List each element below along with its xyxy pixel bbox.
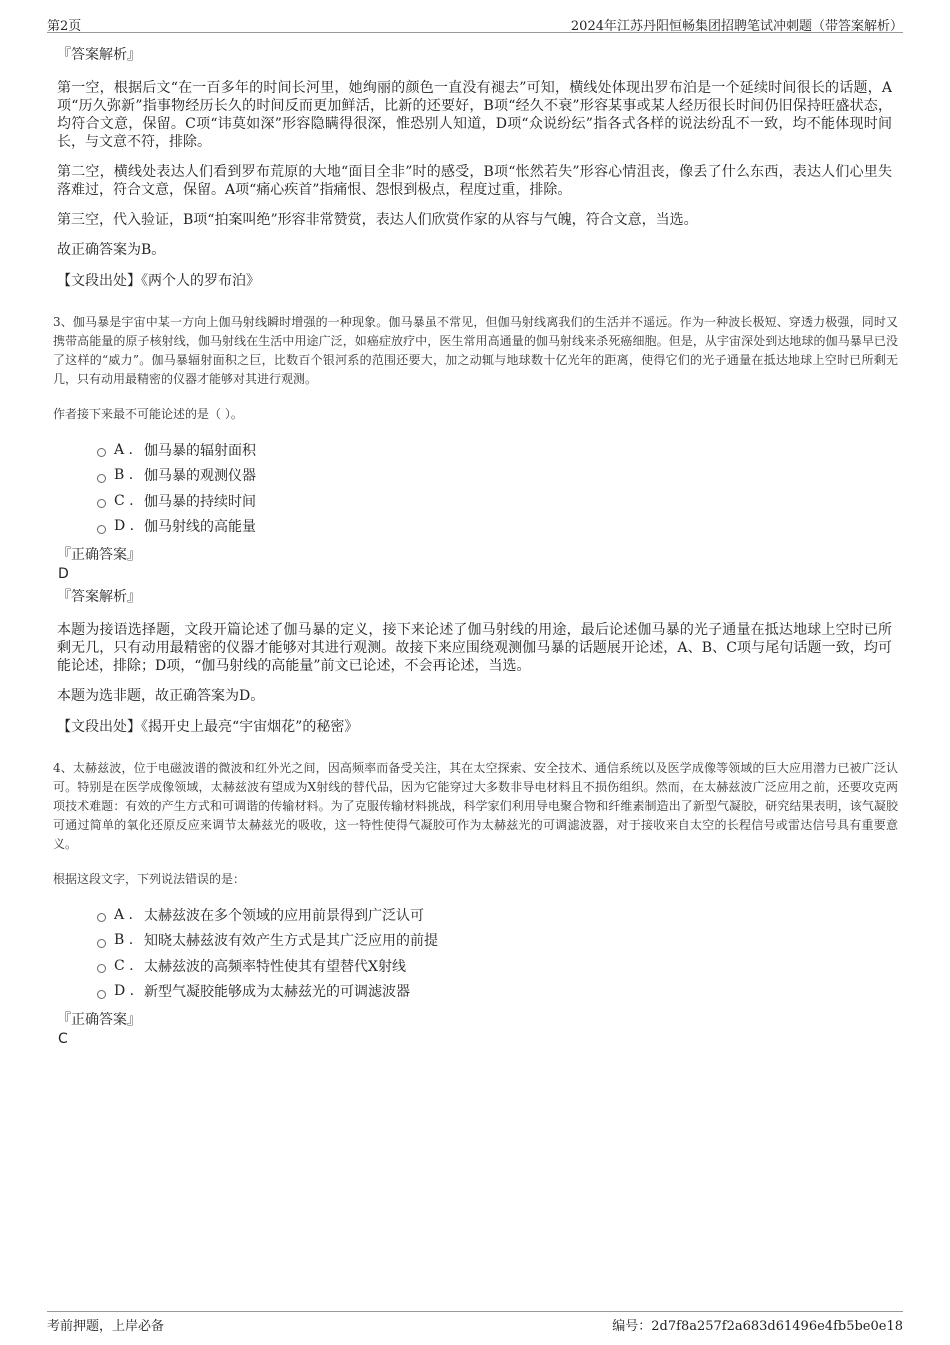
option-text: 新型气凝胶能够成为太赫兹光的可调滤波器 (144, 984, 410, 1001)
q3-prompt: 作者接下来最不可能论述的是（ ）。 (53, 407, 243, 421)
q4-correct-label: 『正确答案』 (57, 1012, 141, 1028)
q4-option-a[interactable] (97, 902, 892, 928)
q3-correct-answer: D (58, 566, 69, 582)
q3-options (57, 437, 892, 539)
q2-analysis-para-2: 第二空，横线处表达人们看到罗布荒原的大地“面目全非”时的感受，B项“怅然若失”形容心情沮丧，像丢了什么东西，表达人们心里失落难过，符合文意，保留。A项“痛心疾首”指痛恨、怨恨到极点，程度过重，排除。 (57, 164, 892, 198)
q3-option-d[interactable] (97, 514, 892, 540)
page-footer (47, 1311, 903, 1332)
q3-analysis-para-1: 本题为接语选择题，文段开篇论述了伽马暴的定义，接下来论述了伽马射线的用途，最后论述伽马暴的光子通量在抵达地球上空时已所剩无几，只有动用最精密的仪器才能够对其进行观测。故接下来应围绕观测伽马暴的话题展开论述，A、B、C项与尾句话题一致，均可能论述，排除；D项，“伽马射线的高能量”前文已论述，不会再论述，当选。 (57, 622, 892, 674)
q4-option-d[interactable] (97, 979, 892, 1005)
radio-icon[interactable] (97, 913, 106, 922)
q2-analysis-para-3: 第三空，代入验证，B项“拍案叫绝”形容非常赞赏，表达人们欣赏作家的从容与气魄，符合文意，当选。 (57, 212, 698, 228)
option-text: 太赫兹波的高频率特性使其有望替代X射线 (144, 958, 406, 975)
q4-options (57, 902, 892, 1004)
option-text: 伽马射线的高能量 (144, 519, 256, 536)
radio-icon[interactable] (97, 448, 106, 457)
option-letter: D . (114, 518, 135, 535)
option-letter: B . (114, 932, 134, 949)
q3-option-a[interactable] (97, 437, 892, 463)
option-letter: A . (114, 441, 134, 458)
q2-analysis-para-1: 第一空，根据后文“在一百多年的时间长河里，她绚丽的颜色一直没有褪去”可知，横线处体现出罗布泊是一个延续时间很长的话题，A项“历久弥新”指事物经历长久的时间反而更加鲜活，比新的还要好，B项“经久不衰”形容某事或某人经历很长时间仍旧保持旺盛状态，均符合文意，保留。C项“讳莫如深”形容隐瞒得很深，惟恐别人知道，D项“众说纷纭”指各式各样的说法纷乱不一致，均不能体现时间长，与文意不符，排除。 (57, 80, 892, 150)
option-letter: B . (114, 467, 134, 484)
option-text: 知晓太赫兹波有效产生方式是其广泛应用的前提 (144, 933, 438, 950)
q4-correct-answer: C (58, 1031, 68, 1047)
radio-icon[interactable] (97, 964, 106, 973)
q3-analysis-para-2: 本题为选非题，故正确答案为D。 (57, 688, 265, 704)
q3-option-c[interactable] (97, 488, 892, 514)
document-body (53, 45, 898, 1052)
q3-correct-label: 『正确答案』 (57, 547, 141, 563)
q4-prompt: 根据这段文字，下列说法错误的是： (53, 872, 246, 886)
page-header (47, 12, 903, 33)
q4-option-c[interactable] (97, 953, 892, 979)
footer-serial: 编号：2d7f8a257f2a683d61496e4fb5be0e18 (612, 1319, 903, 1334)
q4-option-b[interactable] (97, 928, 892, 954)
radio-icon[interactable] (97, 990, 106, 999)
option-letter: A . (114, 906, 134, 923)
option-text: 太赫兹波在多个领域的应用前景得到广泛认可 (144, 907, 424, 924)
option-letter: C . (114, 957, 134, 974)
page-number: 第2页 (47, 19, 82, 34)
radio-icon[interactable] (97, 499, 106, 508)
option-text: 伽马暴的观测仪器 (144, 468, 256, 485)
radio-icon[interactable] (97, 474, 106, 483)
q3-source: 【文段出处】《揭开史上最亮“宇宙烟花”的秘密》 (57, 719, 359, 735)
radio-icon[interactable] (97, 525, 106, 534)
q3-option-b[interactable] (97, 463, 892, 489)
option-text: 伽马暴的辐射面积 (144, 442, 256, 459)
option-letter: C . (114, 492, 134, 509)
q2-analysis-para-4: 故正确答案为B。 (57, 242, 166, 258)
q3-analysis-label: 『答案解析』 (57, 589, 141, 605)
q4-stem: 4、太赫兹波，位于电磁波谱的微波和红外光之间，因高频率而备受关注，其在太空探索、安全技术、通信系统以及医学成像等领域的巨大应用潜力已被广泛认可。特别是在医学成像领域，太赫兹波有望成为X射线的替代品，因为它能穿过大多数非导电材料且不损伤组织。然而，在太赫兹波广泛应用之前，还要攻克两项技术难题：有效的产生方式和可调谐的传输材料。为了克服传输材料挑战，科学家们利用导电聚合物和纤维素制造出了新型气凝胶，研究结果表明，该气凝胶可通过简单的氧化还原反应来调节太赫兹光的吸收，这一特性使得气凝胶可作为太赫兹光的可调滤波器，对于接收来自太空的长程信号或雷达信号具有重要意义。 (53, 761, 898, 851)
footer-slogan: 考前押题，上岸必备 (47, 1319, 165, 1334)
option-letter: D . (114, 983, 135, 1000)
q2-source: 【文段出处】《两个人的罗布泊》 (57, 273, 260, 289)
q2-analysis-label: 『答案解析』 (57, 47, 141, 63)
option-text: 伽马暴的持续时间 (144, 493, 256, 510)
q3-stem: 3、伽马暴是宇宙中某一方向上伽马射线瞬时增强的一种现象。伽马暴虽不常见，但伽马射线离我们的生活并不遥远。作为一种波长极短、穿透力极强，同时又携带高能量的原子核射线，伽马射线在生活中用途广泛，如癌症放疗中，医生常用高通量的伽马射线来杀死癌细胞。但是，从宇宙深处到达地球的伽马暴早已没了这样的“威力”。伽马暴辐射面积之巨，比数百个银河系的范围还要大，加之动辄与地球数十亿光年的距离，使得它们的光子通量在抵达地球上空时已所剩无几，只有动用最精密的仪器才能够对其进行观测。 (53, 315, 898, 386)
radio-icon[interactable] (97, 939, 106, 948)
document-title: 2024年江苏丹阳恒畅集团招聘笔试冲刺题（带答案解析） (570, 19, 903, 34)
